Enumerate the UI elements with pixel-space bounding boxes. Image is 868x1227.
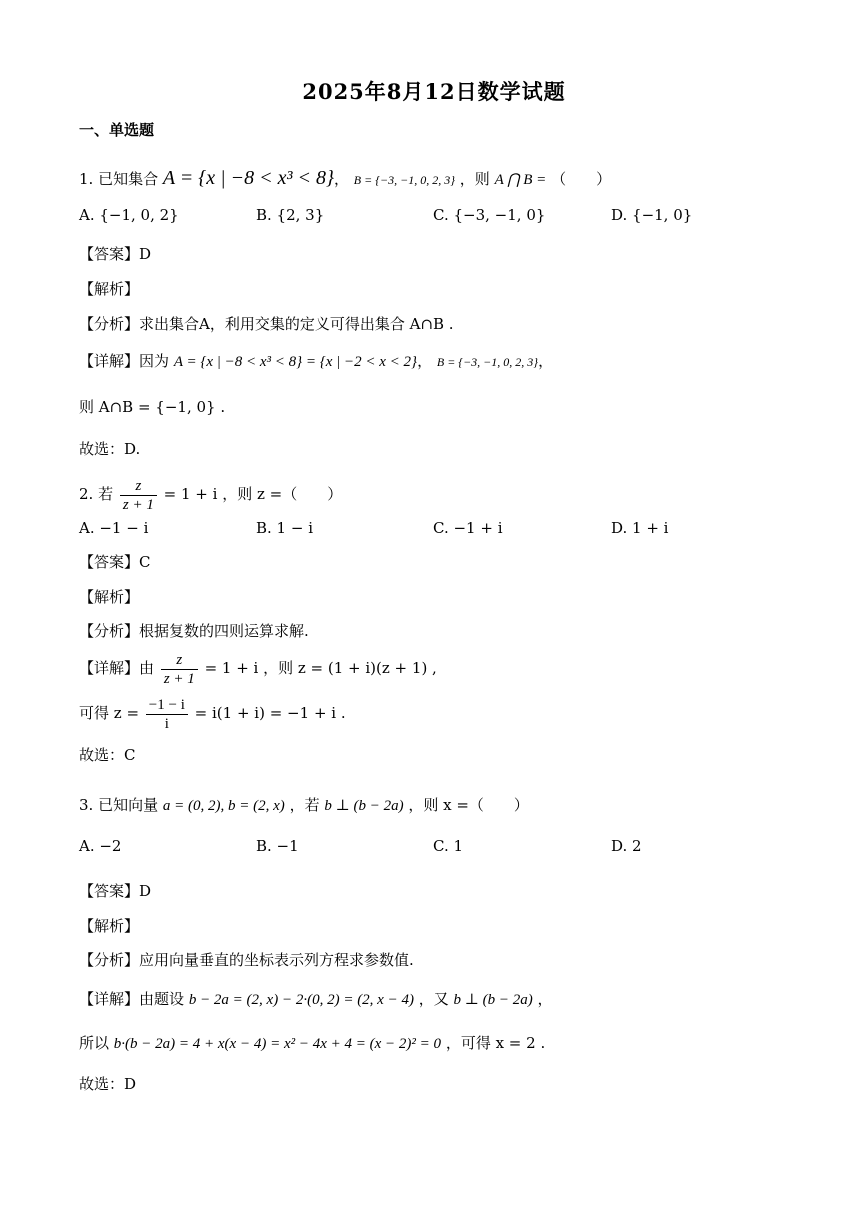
q1-analysis-label: 【解析】 [79, 280, 140, 298]
q2-option-c: C. −1 + i [433, 519, 503, 537]
q1-answer: 【答案】D [79, 245, 152, 263]
q1-detail-line-2: 则 A∩B = {−1, 0} . [79, 398, 226, 416]
q1-choice: 故选：D. [79, 440, 141, 458]
fraction: $\frac{-1 - i}{i}$ [146, 696, 188, 733]
q1-option-d: D. {−1, 0} [611, 206, 693, 224]
q3-detail-line-1: 【详解】由题设 b − 2a = (2, x) − 2·(0, 2) = (2, x − 4) ，又 b ⊥ (b − 2a) ， [79, 990, 553, 1008]
intersection-expression: A ⋂ B = [494, 172, 547, 188]
q2-detail-line-2: 可得 z = $\frac{-1 - i}{i}$ = i(1 + i) = −1 + i . [79, 696, 346, 732]
q1-option-a: A. {−1, 0, 2} [79, 206, 179, 224]
set-b-expression: B = {−3, −1, 0, 2, 3} [353, 173, 455, 187]
q3-option-b: B. −1 [256, 837, 299, 855]
question-2-stem: 2. 若 $\frac{z}{z + 1}$ = 1 + i ，则 z =（ ） [79, 477, 343, 513]
fraction: $\frac{z}{z + 1}$ [120, 477, 157, 514]
q2-detail-line-1: 【详解】由 $\frac{z}{z + 1}$ = 1 + i ，则 z = (1 + i)(z + 1) , [79, 651, 437, 687]
q3-answer: 【答案】D [79, 882, 152, 900]
vector-definition: a = (0, 2), b = (2, x) [162, 798, 285, 814]
question-3-stem: 3. 已知向量 a = (0, 2), b = (2, x) ，若 b ⊥ (b − 2a) ，则 x =（ ） [79, 796, 529, 814]
question-number: 2. [79, 485, 94, 503]
q2-choice: 故选：C [79, 746, 136, 764]
q2-option-d: D. 1 + i [611, 519, 669, 537]
q1-option-b: B. {2, 3} [256, 206, 325, 224]
question-number: 1. [79, 170, 94, 188]
question-number: 3. [79, 796, 94, 814]
q2-analysis-label: 【解析】 [79, 588, 140, 606]
q1-fenxi: 【分析】求出集合A，利用交集的定义可得出集合 A∩B . [79, 315, 454, 333]
q2-option-a: A. −1 − i [79, 519, 149, 537]
q3-option-d: D. 2 [611, 837, 642, 855]
q1-option-c: C. {−3, −1, 0} [433, 206, 546, 224]
set-a-expression: A = {x | −8 < x³ < 8} [162, 167, 334, 189]
q2-option-b: B. 1 − i [256, 519, 314, 537]
q1-detail-line-1: 【详解】因为 A = {x | −8 < x³ < 8} = {x | −2 < x < 2}， B = {−3, −1, 0, 2, 3}， [79, 352, 554, 370]
q2-answer: 【答案】C [79, 553, 151, 571]
q3-detail-line-2: 所以 b·(b − 2a) = 4 + x(x − 4) = x² − 4x + 4 = (x − 2)² = 0 ，可得 x = 2 . [79, 1034, 546, 1052]
q3-choice: 故选：D [79, 1075, 137, 1093]
q3-fenxi: 【分析】应用向量垂直的坐标表示列方程求参数值. [79, 951, 414, 969]
section-heading: 一、单选题 [79, 121, 155, 139]
perpendicular-condition: b ⊥ (b − 2a) [324, 798, 404, 814]
q3-analysis-label: 【解析】 [79, 917, 140, 935]
q2-fenxi: 【分析】根据复数的四则运算求解. [79, 622, 309, 640]
page-title: 2025年8月12日数学试题 [302, 79, 566, 104]
q3-option-c: C. 1 [433, 837, 464, 855]
question-1-stem: 1. 已知集合 A = {x | −8 < x³ < 8}， B = {−3, −1, 0, 2, 3} ，则 A ⋂ B = （ ） [79, 167, 612, 189]
fraction: $\frac{z}{z + 1}$ [161, 651, 198, 688]
q3-option-a: A. −2 [79, 837, 122, 855]
